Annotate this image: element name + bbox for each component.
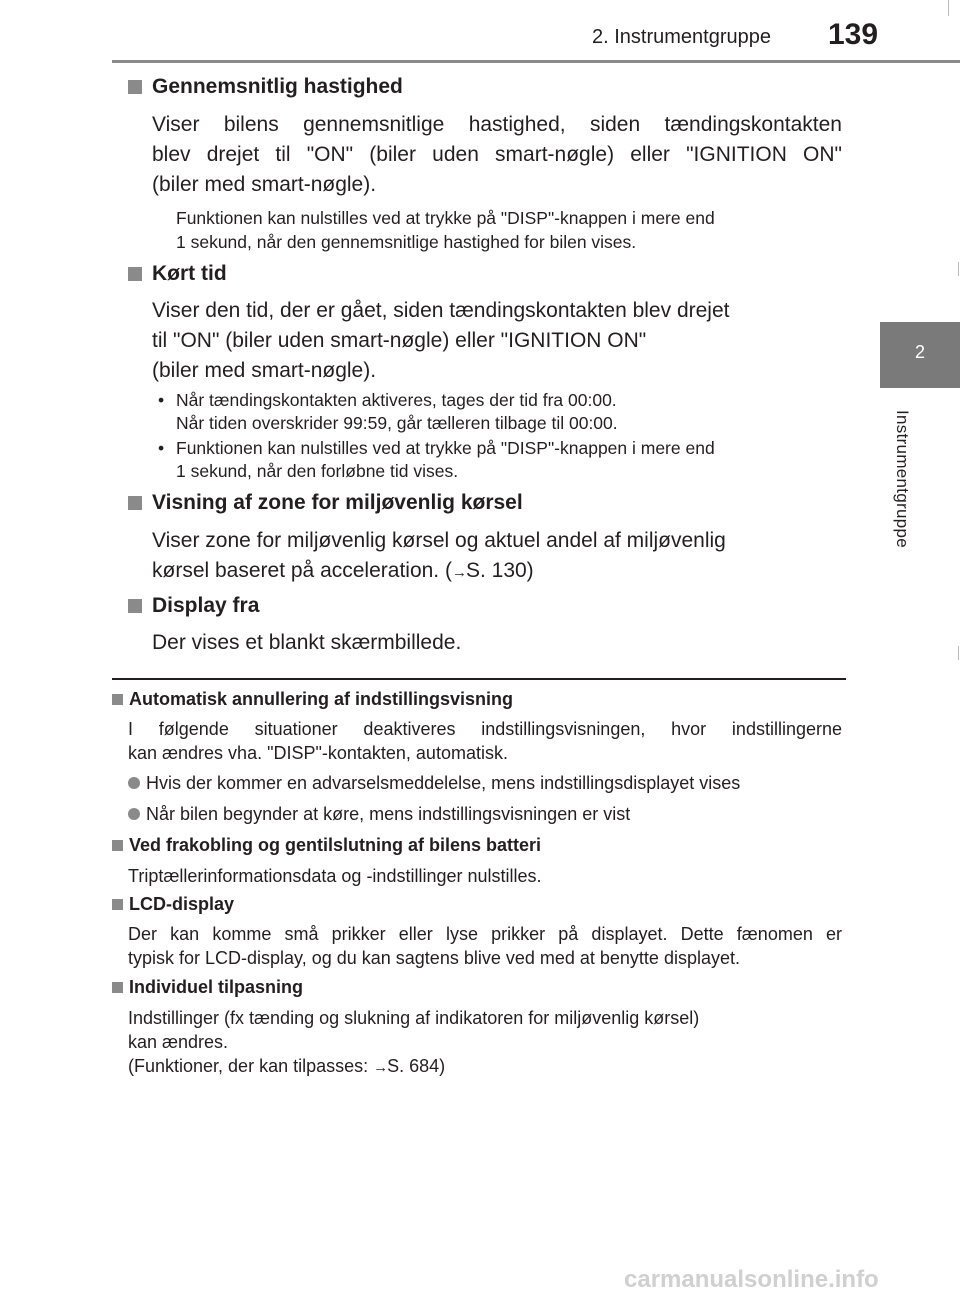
square-bullet-icon xyxy=(112,694,123,705)
page-reference[interactable]: S. 684) xyxy=(387,1056,446,1076)
section-body: Viser zone for miljøvenlig kørsel og aktuel andel af miljøvenlig kørsel baseret på acceleration. (→S. 130) xyxy=(152,529,726,582)
crop-mark xyxy=(948,0,949,16)
reference-arrow-icon: → xyxy=(373,1059,388,1076)
section-body: Viser bilens gennemsnitlige hastighed, siden tændingskontakten blev drejet til "ON" (biler uden smart-nøgle) eller "IGNITION ON" (biler med smart-nøgle). xyxy=(152,113,842,196)
note-body: Triptællerinformationsdata og -indstillinger nulstilles. xyxy=(128,866,542,886)
divider xyxy=(112,678,846,680)
section-heading: Visning af zone for miljøvenlig kørsel xyxy=(128,491,523,515)
list-item: Når bilen begynder at køre, mens indstillingsvisningen er vist xyxy=(128,802,842,826)
list-item: • Når tændingskontakten aktiveres, tages der tid fra 00:00. Når tiden overskrider 99:59, går tælleren tilbage til 00:00. xyxy=(158,390,618,433)
square-bullet-icon xyxy=(112,899,123,910)
chapter-tab xyxy=(880,322,960,388)
section-body: Der vises et blankt skærmbillede. xyxy=(152,631,462,654)
square-bullet-icon xyxy=(128,267,142,281)
section-body: Viser den tid, der er gået, siden tændingskontakten blev drejet til "ON" (biler uden smart-nøgle) eller "IGNITION ON" (biler med smart-nøgle). xyxy=(152,299,730,382)
note-body: I følgende situationer deaktiveres indstillingsvisningen, hvor indstillingerne kan ændres vha. "DISP"-kontakten, automatisk. xyxy=(128,719,842,763)
page-number: 139 xyxy=(828,18,879,51)
crop-mark xyxy=(958,262,959,276)
square-bullet-icon xyxy=(112,982,123,993)
square-bullet-icon xyxy=(128,80,142,94)
list-item: Hvis der kommer en advarselsmeddelelse, mens indstillingsdisplayet vises xyxy=(128,771,842,795)
section-heading: Gennemsnitlig hastighed xyxy=(128,75,403,99)
reference-arrow-icon: → xyxy=(451,564,466,581)
note-body: Der kan komme små prikker eller lyse prikker på displayet. Dette fænomen er typisk for LCD-display, og du kan sagtens blive ved med at benytte displayet. xyxy=(128,924,842,968)
bullet-dot-icon: • xyxy=(158,390,165,410)
crop-mark xyxy=(958,646,959,660)
section-note: Funktionen kan nulstilles ved at trykke på "DISP"-knappen i mere end 1 sekund, når den gennemsnitlige hastighed for bilen vises. xyxy=(176,208,715,252)
header-rule xyxy=(112,60,960,63)
note-heading: Individuel tilpasning xyxy=(112,977,303,998)
page-reference[interactable]: S. 130) xyxy=(465,559,534,582)
square-bullet-icon xyxy=(112,840,123,851)
chapter-number: 2 xyxy=(914,342,925,362)
section-heading: Display fra xyxy=(128,594,259,618)
square-bullet-icon xyxy=(128,496,142,510)
note-heading: Automatisk annullering af indstillingsvisning xyxy=(112,689,513,710)
square-bullet-icon xyxy=(128,599,142,613)
watermark: carmanualsonline.info xyxy=(624,1266,879,1293)
note-heading: LCD-display xyxy=(112,894,234,915)
section-title: 2. Instrumentgruppe xyxy=(592,26,771,48)
note-body: Indstillinger (fx tænding og slukning af indikatoren for miljøvenlig kørsel) kan ændres. (Funktioner, der kan tilpasses: →S. 684) xyxy=(128,1008,700,1076)
list-item: • Funktionen kan nulstilles ved at trykke på "DISP"-knappen i mere end 1 sekund, når den forløbne tid vises. xyxy=(158,438,715,481)
section-heading: Kørt tid xyxy=(128,262,227,286)
circle-bullet-icon xyxy=(128,777,140,789)
circle-bullet-icon xyxy=(128,808,140,820)
note-heading: Ved frakobling og gentilslutning af bilens batteri xyxy=(112,835,541,856)
bullet-dot-icon: • xyxy=(158,438,165,458)
chapter-label: Instrumentgruppe xyxy=(893,410,912,549)
